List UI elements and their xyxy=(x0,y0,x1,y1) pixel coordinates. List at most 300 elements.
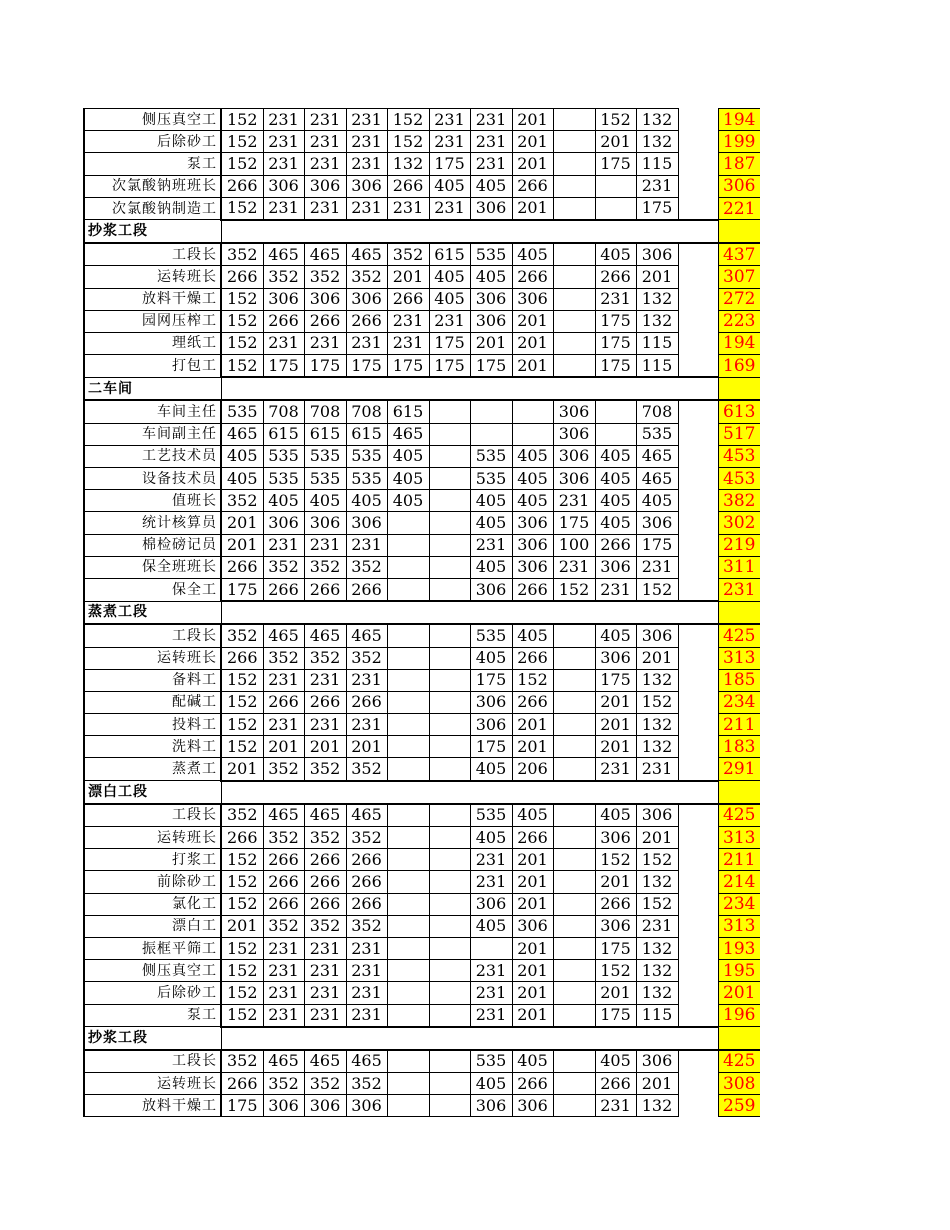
value-cell: 306 xyxy=(470,691,512,713)
value-cell: 306 xyxy=(595,556,636,578)
value-cell: 266 xyxy=(595,1073,636,1095)
value-cell xyxy=(678,423,718,445)
value-cell: 266 xyxy=(221,175,263,197)
value-cell: 152 xyxy=(595,849,636,871)
value-cell xyxy=(553,197,595,220)
value-cell: 405 xyxy=(387,468,429,490)
value-cell: 175 xyxy=(429,332,470,354)
value-cell xyxy=(678,1095,718,1117)
value-cell: 405 xyxy=(512,804,553,827)
value-cell: 231 xyxy=(346,669,387,691)
value-cell: 231 xyxy=(304,131,346,153)
value-cell: 231 xyxy=(346,197,387,220)
total-cell: 613 xyxy=(718,400,760,423)
total-cell xyxy=(718,781,760,804)
value-cell: 201 xyxy=(512,131,553,153)
value-cell: 152 xyxy=(221,714,263,736)
total-cell: 199 xyxy=(718,131,760,153)
value-cell: 306 xyxy=(512,915,553,937)
value-cell: 132 xyxy=(636,669,678,691)
value-cell: 535 xyxy=(263,468,304,490)
total-cell: 291 xyxy=(718,758,760,781)
value-cell: 306 xyxy=(263,175,304,197)
value-cell: 306 xyxy=(553,445,595,467)
value-cell: 152 xyxy=(221,197,263,220)
value-cell xyxy=(595,175,636,197)
value-cell: 201 xyxy=(595,691,636,713)
job-title: 洗料工 xyxy=(84,736,221,758)
value-cell: 266 xyxy=(221,556,263,578)
value-cell: 231 xyxy=(387,332,429,354)
value-cell xyxy=(678,758,718,781)
total-cell xyxy=(718,601,760,624)
value-cell: 405 xyxy=(304,490,346,512)
value-cell xyxy=(387,691,429,713)
value-cell xyxy=(678,871,718,893)
table-row xyxy=(84,1095,760,1117)
value-cell: 266 xyxy=(387,175,429,197)
value-cell: 231 xyxy=(429,197,470,220)
section-row xyxy=(84,377,760,400)
value-cell xyxy=(678,266,718,288)
total-cell: 313 xyxy=(718,915,760,937)
value-cell xyxy=(678,669,718,691)
value-cell: 405 xyxy=(595,624,636,647)
value-cell: 266 xyxy=(512,1073,553,1095)
value-cell: 231 xyxy=(470,153,512,175)
value-cell: 266 xyxy=(221,266,263,288)
value-cell xyxy=(387,827,429,849)
value-cell xyxy=(678,243,718,266)
value-cell: 306 xyxy=(636,1050,678,1073)
value-cell: 201 xyxy=(263,736,304,758)
total-cell: 302 xyxy=(718,512,760,534)
job-title: 次氯酸钠班班长 xyxy=(84,175,221,197)
value-cell: 352 xyxy=(346,647,387,669)
table-row xyxy=(84,468,760,490)
total-cell: 223 xyxy=(718,310,760,332)
value-cell: 405 xyxy=(595,445,636,467)
value-cell: 231 xyxy=(636,556,678,578)
table-row xyxy=(84,534,760,556)
value-cell xyxy=(553,647,595,669)
table-row xyxy=(84,849,760,871)
value-cell: 405 xyxy=(636,490,678,512)
value-cell: 175 xyxy=(263,355,304,378)
value-cell: 152 xyxy=(636,578,678,601)
value-cell: 231 xyxy=(470,960,512,982)
value-cell: 352 xyxy=(304,266,346,288)
job-title: 侧压真空工 xyxy=(84,960,221,982)
value-cell: 201 xyxy=(512,960,553,982)
value-cell: 231 xyxy=(346,332,387,354)
value-cell: 231 xyxy=(470,871,512,893)
value-cell: 405 xyxy=(470,647,512,669)
value-cell xyxy=(429,915,470,937)
value-cell: 266 xyxy=(346,691,387,713)
total-cell: 211 xyxy=(718,849,760,871)
value-cell: 266 xyxy=(346,893,387,915)
value-cell: 306 xyxy=(470,197,512,220)
value-cell: 231 xyxy=(429,109,470,131)
table-row xyxy=(84,310,760,332)
value-cell xyxy=(678,827,718,849)
value-cell: 615 xyxy=(429,243,470,266)
value-cell: 231 xyxy=(595,758,636,781)
value-cell: 615 xyxy=(263,423,304,445)
value-cell xyxy=(553,131,595,153)
value-cell: 266 xyxy=(346,849,387,871)
value-cell: 306 xyxy=(512,288,553,310)
value-cell: 175 xyxy=(636,197,678,220)
value-cell: 535 xyxy=(470,445,512,467)
value-cell: 175 xyxy=(636,534,678,556)
value-cell: 231 xyxy=(470,1004,512,1027)
table-row xyxy=(84,736,760,758)
value-cell: 306 xyxy=(470,288,512,310)
value-cell xyxy=(429,871,470,893)
total-cell: 306 xyxy=(718,175,760,197)
value-cell: 306 xyxy=(636,512,678,534)
total-cell: 382 xyxy=(718,490,760,512)
value-cell: 306 xyxy=(470,1095,512,1117)
value-cell xyxy=(678,153,718,175)
table-row xyxy=(84,1004,760,1027)
value-cell: 201 xyxy=(470,332,512,354)
value-cell: 175 xyxy=(470,669,512,691)
value-cell: 201 xyxy=(304,736,346,758)
value-cell: 231 xyxy=(470,534,512,556)
value-cell xyxy=(387,578,429,601)
table-row xyxy=(84,153,760,175)
value-cell xyxy=(553,1050,595,1073)
value-cell: 231 xyxy=(636,175,678,197)
job-title: 保全班班长 xyxy=(84,556,221,578)
value-cell xyxy=(429,400,470,423)
value-cell xyxy=(387,937,429,959)
value-cell xyxy=(429,1095,470,1117)
value-cell xyxy=(595,423,636,445)
value-cell xyxy=(387,1050,429,1073)
value-cell: 201 xyxy=(346,736,387,758)
value-cell: 405 xyxy=(470,512,512,534)
value-cell: 405 xyxy=(221,445,263,467)
job-title: 园网压榨工 xyxy=(84,310,221,332)
value-cell: 201 xyxy=(512,1004,553,1027)
value-cell xyxy=(678,109,718,131)
value-cell: 306 xyxy=(553,468,595,490)
job-title: 理纸工 xyxy=(84,332,221,354)
value-cell: 231 xyxy=(636,758,678,781)
job-title: 运转班长 xyxy=(84,266,221,288)
value-cell: 535 xyxy=(470,243,512,266)
value-cell: 405 xyxy=(470,915,512,937)
value-cell xyxy=(553,669,595,691)
value-cell: 231 xyxy=(346,982,387,1004)
value-cell xyxy=(678,1004,718,1027)
value-cell: 266 xyxy=(304,893,346,915)
job-title: 工艺技术员 xyxy=(84,445,221,467)
value-cell: 231 xyxy=(470,849,512,871)
value-cell: 152 xyxy=(636,691,678,713)
table-row xyxy=(84,109,760,131)
value-cell xyxy=(387,804,429,827)
value-cell xyxy=(387,1004,429,1027)
value-cell xyxy=(553,714,595,736)
value-cell: 306 xyxy=(595,915,636,937)
value-cell xyxy=(429,1004,470,1027)
job-title: 前除砂工 xyxy=(84,871,221,893)
value-cell xyxy=(387,512,429,534)
section-spacer xyxy=(221,377,718,400)
total-cell: 219 xyxy=(718,534,760,556)
job-title: 投料工 xyxy=(84,714,221,736)
value-cell xyxy=(678,624,718,647)
value-cell xyxy=(429,647,470,669)
value-cell xyxy=(553,624,595,647)
value-cell: 266 xyxy=(304,871,346,893)
value-cell: 201 xyxy=(221,512,263,534)
value-cell xyxy=(678,556,718,578)
value-cell: 231 xyxy=(429,310,470,332)
value-cell: 352 xyxy=(304,915,346,937)
table-row xyxy=(84,512,760,534)
table-row xyxy=(84,714,760,736)
value-cell: 132 xyxy=(387,153,429,175)
value-cell: 352 xyxy=(304,758,346,781)
total-cell: 187 xyxy=(718,153,760,175)
value-cell: 352 xyxy=(221,624,263,647)
job-title: 统计核算员 xyxy=(84,512,221,534)
total-cell: 313 xyxy=(718,647,760,669)
value-cell: 306 xyxy=(304,1095,346,1117)
value-cell: 535 xyxy=(221,400,263,423)
value-cell: 266 xyxy=(263,871,304,893)
value-cell: 306 xyxy=(636,804,678,827)
total-cell: 453 xyxy=(718,468,760,490)
table-row xyxy=(84,691,760,713)
job-title: 车间副主任 xyxy=(84,423,221,445)
job-title: 氯化工 xyxy=(84,893,221,915)
value-cell xyxy=(429,578,470,601)
total-cell: 183 xyxy=(718,736,760,758)
total-cell: 437 xyxy=(718,243,760,266)
total-cell: 453 xyxy=(718,445,760,467)
value-cell: 201 xyxy=(512,982,553,1004)
value-cell: 535 xyxy=(470,624,512,647)
value-cell: 465 xyxy=(221,423,263,445)
value-cell: 352 xyxy=(263,647,304,669)
value-cell: 352 xyxy=(263,266,304,288)
job-title: 漂白工 xyxy=(84,915,221,937)
value-cell: 352 xyxy=(263,1073,304,1095)
value-cell xyxy=(429,1050,470,1073)
value-cell: 266 xyxy=(263,849,304,871)
value-cell: 175 xyxy=(221,578,263,601)
job-title: 振框平筛工 xyxy=(84,937,221,959)
value-cell xyxy=(553,804,595,827)
value-cell xyxy=(512,423,553,445)
value-cell: 465 xyxy=(346,1050,387,1073)
value-cell xyxy=(553,243,595,266)
value-cell xyxy=(429,423,470,445)
value-cell: 615 xyxy=(346,423,387,445)
value-cell: 231 xyxy=(470,109,512,131)
value-cell: 201 xyxy=(512,109,553,131)
section-spacer xyxy=(221,601,718,624)
table-row xyxy=(84,804,760,827)
value-cell: 152 xyxy=(221,669,263,691)
value-cell: 306 xyxy=(553,400,595,423)
value-cell: 306 xyxy=(304,175,346,197)
table-row xyxy=(84,937,760,959)
table-row xyxy=(84,445,760,467)
job-title: 运转班长 xyxy=(84,1073,221,1095)
job-title: 备料工 xyxy=(84,669,221,691)
value-cell: 175 xyxy=(429,153,470,175)
value-cell: 708 xyxy=(636,400,678,423)
value-cell xyxy=(678,714,718,736)
total-cell: 194 xyxy=(718,332,760,354)
value-cell: 405 xyxy=(512,1050,553,1073)
value-cell xyxy=(678,490,718,512)
value-cell: 152 xyxy=(221,332,263,354)
value-cell: 306 xyxy=(470,893,512,915)
value-cell: 231 xyxy=(263,669,304,691)
value-cell xyxy=(429,849,470,871)
value-cell: 352 xyxy=(304,1073,346,1095)
value-cell: 306 xyxy=(553,423,595,445)
value-cell: 201 xyxy=(512,153,553,175)
value-cell: 405 xyxy=(429,266,470,288)
value-cell: 231 xyxy=(429,131,470,153)
value-cell: 231 xyxy=(387,197,429,220)
total-cell xyxy=(718,377,760,400)
value-cell: 231 xyxy=(263,332,304,354)
table-row xyxy=(84,355,760,378)
value-cell: 306 xyxy=(595,827,636,849)
value-cell: 465 xyxy=(346,624,387,647)
value-cell: 231 xyxy=(263,153,304,175)
value-cell xyxy=(553,1004,595,1027)
table-row xyxy=(84,556,760,578)
value-cell: 152 xyxy=(636,893,678,915)
value-cell: 152 xyxy=(221,691,263,713)
value-cell: 231 xyxy=(263,982,304,1004)
job-title: 侧压真空工 xyxy=(84,109,221,131)
value-cell: 175 xyxy=(595,153,636,175)
value-cell: 152 xyxy=(221,893,263,915)
total-cell: 214 xyxy=(718,871,760,893)
value-cell: 201 xyxy=(595,714,636,736)
value-cell xyxy=(678,468,718,490)
value-cell: 306 xyxy=(470,714,512,736)
value-cell: 465 xyxy=(346,243,387,266)
table-row xyxy=(84,624,760,647)
value-cell: 465 xyxy=(387,423,429,445)
value-cell xyxy=(678,332,718,354)
job-title: 泵工 xyxy=(84,1004,221,1027)
value-cell: 175 xyxy=(221,1095,263,1117)
value-cell: 201 xyxy=(221,758,263,781)
value-cell: 115 xyxy=(636,1004,678,1027)
job-title: 放料干燥工 xyxy=(84,1095,221,1117)
value-cell: 175 xyxy=(346,355,387,378)
job-title: 车间主任 xyxy=(84,400,221,423)
job-title: 放料干燥工 xyxy=(84,288,221,310)
value-cell: 152 xyxy=(221,982,263,1004)
value-cell: 175 xyxy=(429,355,470,378)
total-cell: 234 xyxy=(718,691,760,713)
value-cell: 266 xyxy=(221,827,263,849)
value-cell: 306 xyxy=(595,647,636,669)
value-cell xyxy=(429,691,470,713)
value-cell: 201 xyxy=(512,937,553,959)
value-cell: 266 xyxy=(512,827,553,849)
value-cell xyxy=(678,960,718,982)
table-row xyxy=(84,982,760,1004)
value-cell xyxy=(553,736,595,758)
value-cell xyxy=(387,871,429,893)
value-cell xyxy=(553,153,595,175)
value-cell xyxy=(429,960,470,982)
value-cell: 266 xyxy=(346,310,387,332)
table-row xyxy=(84,1050,760,1073)
value-cell: 115 xyxy=(636,153,678,175)
section-title: 蒸煮工段 xyxy=(84,601,221,624)
value-cell xyxy=(553,310,595,332)
value-cell: 535 xyxy=(470,468,512,490)
value-cell: 231 xyxy=(263,197,304,220)
value-cell: 405 xyxy=(595,804,636,827)
value-cell: 306 xyxy=(470,578,512,601)
value-cell: 201 xyxy=(512,197,553,220)
value-cell xyxy=(553,849,595,871)
value-cell: 231 xyxy=(263,714,304,736)
value-cell: 201 xyxy=(636,647,678,669)
job-title: 工段长 xyxy=(84,804,221,827)
value-cell xyxy=(429,556,470,578)
value-cell xyxy=(678,893,718,915)
value-cell: 201 xyxy=(512,893,553,915)
value-cell: 152 xyxy=(221,960,263,982)
value-cell: 175 xyxy=(595,1004,636,1027)
value-cell xyxy=(678,131,718,153)
value-cell: 465 xyxy=(263,804,304,827)
value-cell: 152 xyxy=(595,960,636,982)
value-cell: 352 xyxy=(263,827,304,849)
value-cell: 405 xyxy=(221,468,263,490)
value-cell: 231 xyxy=(387,310,429,332)
value-cell: 231 xyxy=(346,714,387,736)
value-cell: 266 xyxy=(304,310,346,332)
value-cell: 405 xyxy=(512,490,553,512)
value-cell: 132 xyxy=(636,736,678,758)
value-cell: 201 xyxy=(512,736,553,758)
table-row xyxy=(84,266,760,288)
value-cell xyxy=(678,849,718,871)
value-cell: 405 xyxy=(595,512,636,534)
value-cell xyxy=(678,288,718,310)
job-title: 工段长 xyxy=(84,243,221,266)
section-spacer xyxy=(221,220,718,243)
value-cell xyxy=(429,512,470,534)
value-cell xyxy=(429,490,470,512)
value-cell: 352 xyxy=(387,243,429,266)
value-cell: 708 xyxy=(304,400,346,423)
value-cell: 405 xyxy=(470,266,512,288)
section-title: 二车间 xyxy=(84,377,221,400)
